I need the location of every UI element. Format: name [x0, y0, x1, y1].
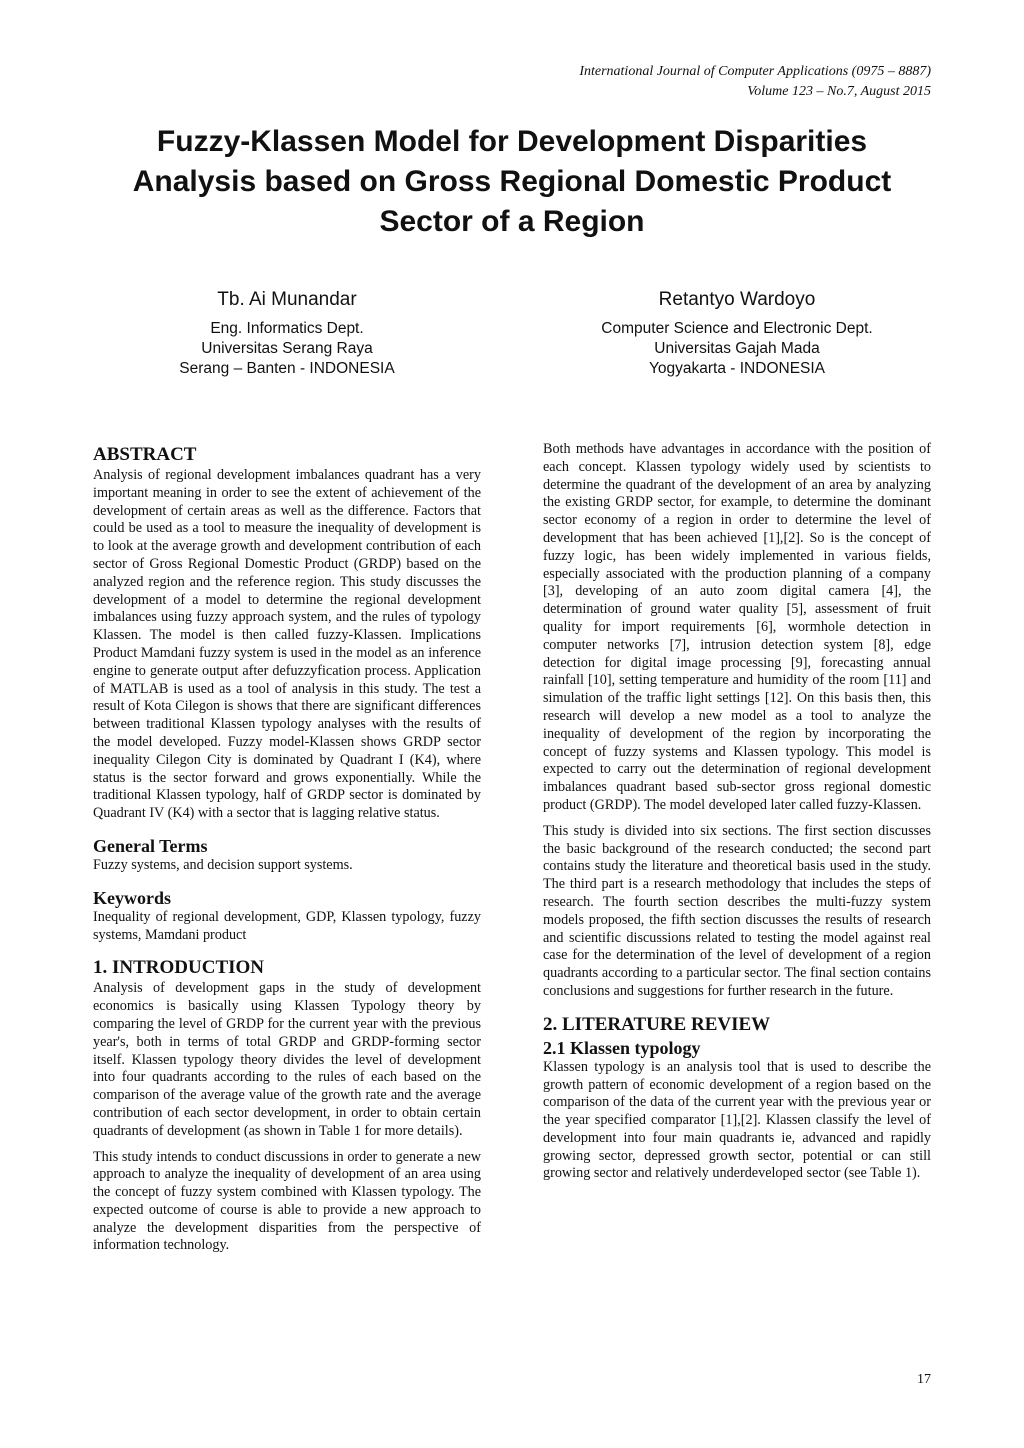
keywords-heading: Keywords: [93, 887, 171, 908]
author-university: Universitas Serang Raya: [201, 340, 373, 357]
klassen-typology-paragraph: Klassen typology is an analysis tool that is used to describe the growth pattern of economic development of a region based on the comparison of the data of the current year with the previous year or the year specified comparator [1],[2]. Klassen classify the level of development into four main quadrants ie, advanced and rapidly growing sector, depressed growth sector, potential or can still growing sector and relatively underdeveloped sector (see Table 1).: [543, 1058, 931, 1182]
introduction-paragraph-4: This study is divided into six sections. The first section discusses the basic background of the research conducted; the second part contains study the literature and theoretical basis used in the study. The third part is a research methodology that includes the steps of research. The fourth section describes the multi-fuzzy system models proposed, the fifth section discusses the results of research and scientific discussions related to testing the model against real case for the determination of the level of development of a region quadrants according to a particular sector. The final section contains conclusions and suggestions for further research in the future.: [543, 822, 931, 999]
author-block-1: [87, 287, 487, 379]
literature-heading: 2. LITERATURE REVIEW: [543, 1013, 771, 1035]
general-terms-text: Fuzzy systems, and decision support systems.: [93, 856, 353, 873]
author-name: Tb. Ai Munandar: [217, 289, 357, 310]
author-block-2: [537, 287, 937, 379]
author-dept: Computer Science and Electronic Dept.: [601, 320, 873, 337]
right-column: [543, 441, 931, 1191]
keywords-text: Inequality of regional development, GDP, Klassen typology, fuzzy systems, Mamdani product: [93, 908, 481, 943]
author-location: Serang – Banten - INDONESIA: [179, 360, 395, 377]
abstract-heading: ABSTRACT: [93, 444, 197, 465]
title-line-2: Analysis based on Gross Regional Domestic Product: [132, 165, 892, 198]
page-number: 17: [917, 1372, 931, 1387]
journal-header: [579, 62, 931, 102]
introduction-heading: 1. INTRODUCTION: [93, 957, 265, 979]
paper-title: [62, 122, 962, 242]
journal-volume: Volume 123 – No.7, August 2015: [747, 84, 931, 99]
journal-name: International Journal of Computer Applications (0975 – 8887): [579, 64, 931, 79]
author-dept: Eng. Informatics Dept.: [210, 320, 364, 337]
left-column: [93, 441, 481, 1263]
abstract-text: Analysis of regional development imbalances quadrant has a very important meaning in order to see the extent of achievement of the development of certain areas as well as the difference. Factors that could be used as a tool to measure the inequality of development is to look at the average growth and development contribution of each sector of Gross Regional Domestic Product (GRDP) based on the analyzed region and the reference region. This study discusses the development of a model to determine the regional development imbalances using fuzzy approach system, and the rules of typology Klassen. The model is then called fuzzy-Klassen. Implications Product Mamdani fuzzy system is used in the model as an inference engine to generate output after defuzzyfication process. Application of MATLAB is used as a tool of analysis in this study. The test a result of Kota Cilegon is shows that there are significant differences between traditional Klassen typology analyses with the results of the model developed. Fuzzy model-Klassen shows GRDP sector inequality Cilegon City is dominated by Quadrant I (K4), where status is the sector forward and grows exponentially. While the traditional Klassen typology, half of GRDP sector is dominated by Quadrant IV (K4) with a sector that is lagging relative status.: [93, 467, 481, 822]
author-location: Yogyakarta - INDONESIA: [648, 360, 826, 377]
introduction-paragraph-2: This study intends to conduct discussions in order to generate a new approach to analyze the inequality of development of an area using the concept of fuzzy system combined with Klassen typology. The expected outcome of course is able to provide a new approach to analyze the development disparities from the perspective of information technology.: [93, 1148, 481, 1254]
introduction-paragraph-1: Analysis of development gaps in the study of development economics is basically using Klassen Typology theory by comparing the level of GRDP for the current year with the previous year's, both in terms of total GRDP and GRDP-forming sector itself. Klassen typology theory divides the level of development into four quadrants according to the rules of each based on the comparison of the average value of the growth rate and the average contribution of each sector development, in order to obtain certain quadrants of development (as shown in Table 1 for more details).: [93, 980, 481, 1139]
general-terms-heading: General Terms: [93, 835, 208, 856]
introduction-paragraph-3: Both methods have advantages in accordance with the position of each concept. Klassen typology widely used by scientists to determine the quadrant of the development of an area by analyzing the existing GRDP sector, for example, to determine the dominant sector economy of a region in order to determine the level of development that has been achieved [1],[2]. So is the concept of fuzzy logic, has been widely implemented in various fields, especially associated with the production planning of a company [3], developing of an auto zoom digital camera [4], the determination of ground water quality [5], assessment of fruit quality for import requirements [6], wormhole detection in computer networks [7], intrusion detection system [8], edge detection for digital image processing [9], forecasting annual rainfall [10], setting temperature and humidity of the room [11] and simulation of the traffic light settings [12]. On this basis then, this research will develop a new model as a tool to analyze the inequality of development of the region by incorporating the concept of fuzzy systems and Klassen typology. This model is expected to carry out the determination of regional development imbalances quadrant based sub-sector gross regional domestic product (GRDP). The model developed later called fuzzy-Klassen.: [543, 441, 931, 813]
title-line-3: Sector of a Region: [379, 205, 645, 238]
author-name: Retantyo Wardoyo: [658, 289, 816, 310]
title-line-1: Fuzzy-Klassen Model for Development Disparities: [156, 125, 868, 158]
klassen-typology-heading: 2.1 Klassen typology: [543, 1037, 701, 1058]
author-university: Universitas Gajah Mada: [654, 340, 820, 357]
